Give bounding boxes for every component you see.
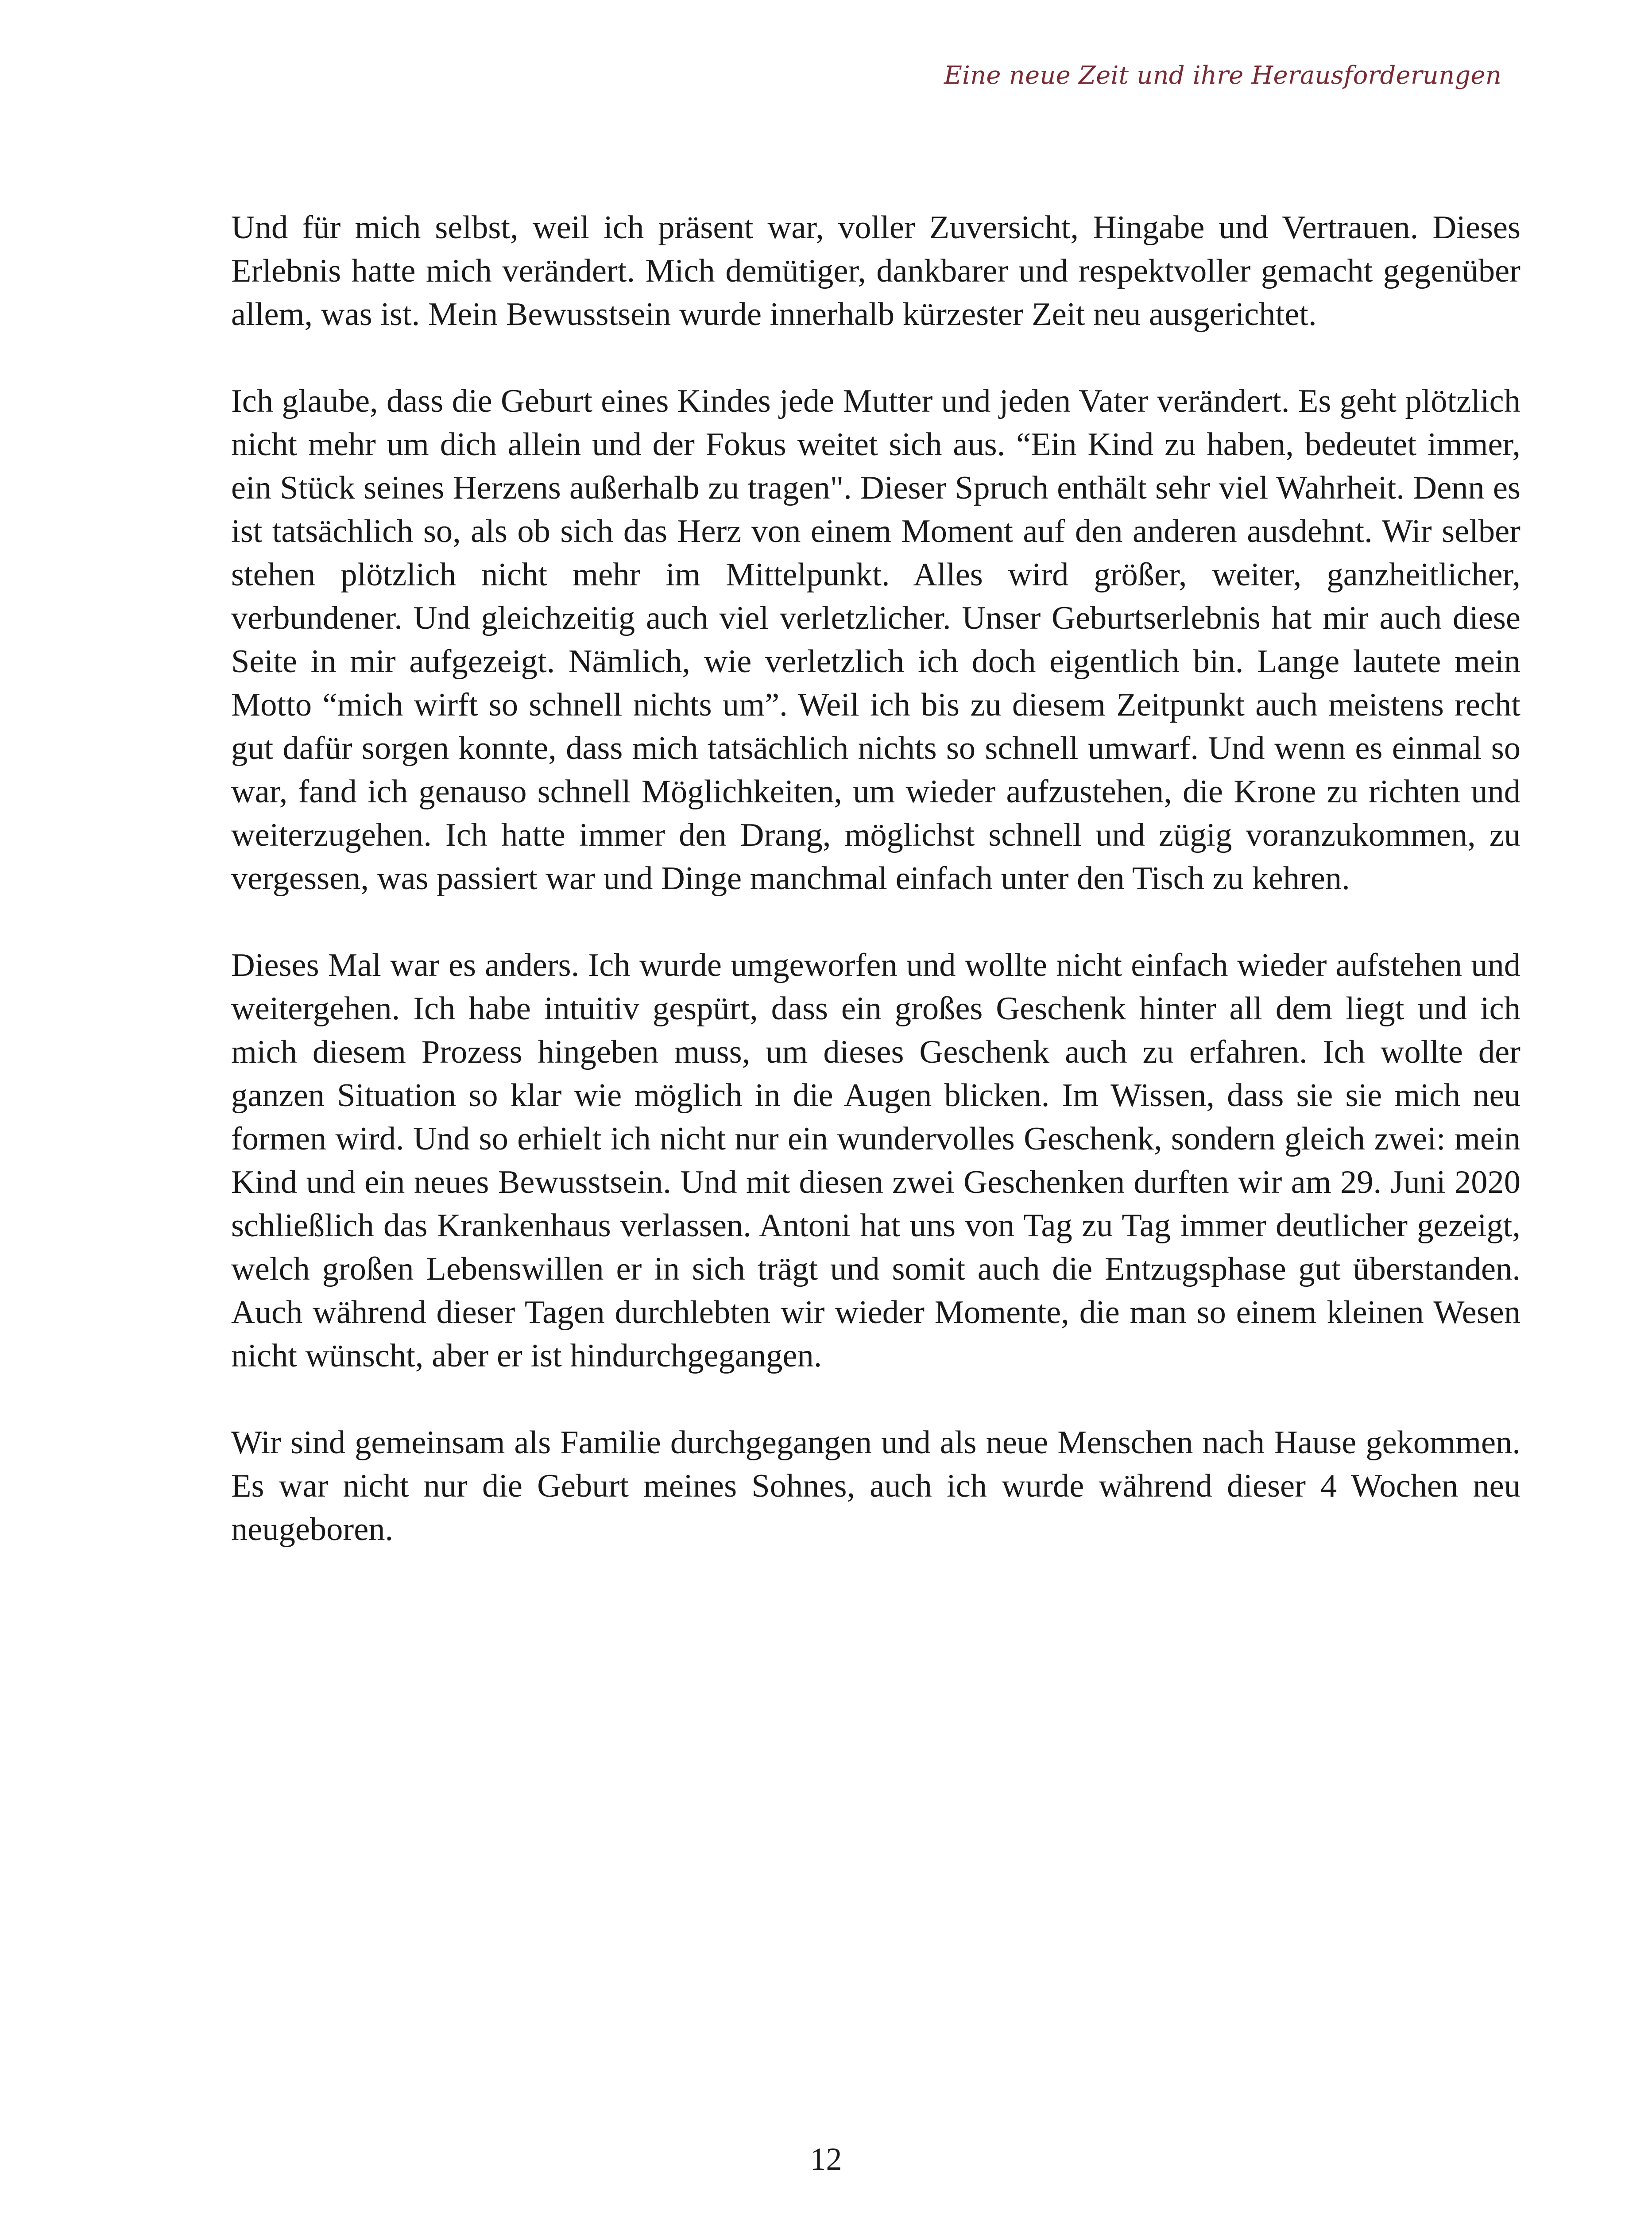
running-header: Eine neue Zeit und ihre Herausforderungen	[944, 61, 1501, 90]
paragraph-3: Dieses Mal war es anders. Ich wurde umgeworfen und wollte nicht einfach wieder aufstehen und weitergehen. Ich habe intuitiv gespürt, dass ein großes Geschenk hinter all dem liegt und ich mich diesem Prozess hingeben muss, um dieses Geschenk auch zu erfahren. Ich wollte der ganzen Situation so klar wie möglich in die Augen blicken. Im Wissen, dass sie sie mich neu formen wird. Und so erhielt ich nicht nur ein wundervolles Geschenk, sondern gleich zwei: mein Kind und ein neues Bewusstsein. Und mit diesen zwei Geschenken durften wir am 29. Juni 2020 schließlich das Krankenhaus verlassen. Antoni hat uns von Tag zu Tag immer deutlicher gezeigt, welch großen Lebenswillen er in sich trägt und somit auch die Entzugsphase gut überstanden. Auch während dieser Tagen durchlebten wir wieder Momente, die man so einem kleinen Wesen nicht wünscht, aber er ist hindurchgegangen.	[231, 947, 1520, 1374]
paragraph-2: Ich glaube, dass die Geburt eines Kindes jede Mutter und jeden Vater verändert. Es geht plötzlich nicht mehr um dich allein und der Fokus weitet sich aus. “Ein Kind zu haben, bedeutet immer, ein Stück seines Herzens außerhalb zu tragen". Dieser Spruch enthält sehr viel Wahrheit. Denn es ist tatsächlich so, als ob sich das Herz von einem Moment auf den anderen ausdehnt. Wir selber stehen plötzlich nicht mehr im Mittelpunkt. Alles wird größer, weiter, ganzheitlicher, verbundener. Und gleichzeitig auch viel verletzlicher. Unser Geburtserlebnis hat mir auch diese Seite in mir aufgezeigt. Nämlich, wie verletzlich ich doch eigentlich bin. Lange lautete mein Motto “mich wirft so schnell nichts um”. Weil ich bis zu diesem Zeitpunkt auch meistens recht gut dafür sorgen konnte, dass mich tatsächlich nichts so schnell umwarf. Und wenn es einmal so war, fand ich genauso schnell Möglichkeiten, um wieder aufzustehen, die Krone zu richten und weiterzugehen. Ich hatte immer den Drang, möglichst schnell und zügig voranzukommen, zu vergessen, was passiert war und Dinge manchmal einfach unter den Tisch zu kehren.	[231, 383, 1520, 897]
paragraph-4: Wir sind gemeinsam als Familie durchgegangen und als neue Menschen nach Hause gekommen. Es war nicht nur die Geburt meines Sohnes, auch ich wurde während dieser 4 Wochen neu neugeboren.	[231, 1424, 1520, 1548]
body-text	[231, 206, 1520, 1551]
paragraph-1: Und für mich selbst, weil ich präsent war, voller Zuversicht, Hingabe und Vertrauen. Dieses Erlebnis hatte mich verändert. Mich demütiger, dankbarer und respektvoller gemacht gegenüber allem, was ist. Mein Bewusstsein wurde innerhalb kürzester Zeit neu ausgerichtet.	[231, 209, 1520, 333]
page-number: 12	[810, 2141, 842, 2177]
